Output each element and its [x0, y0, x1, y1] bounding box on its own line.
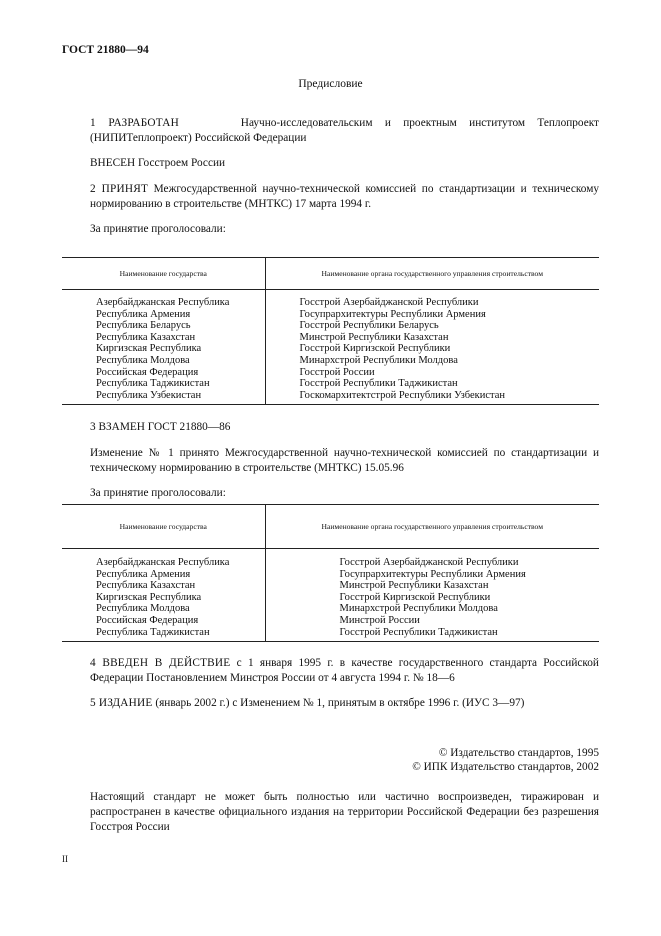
table-2-body: Госстрой Киргизской Республики [339, 591, 491, 603]
table-1 [62, 257, 599, 405]
reproduction-notice-text: Настоящий стандарт не может быть полностью или частично воспроизведен, тиражирован и распространен в качестве официального издания на территории Российской Федерации без разрешения Госстроя России [90, 791, 599, 833]
table-1-state: Республика Беларусь [96, 320, 191, 332]
table-1-state: Азербайджанская Республика [96, 297, 230, 308]
section-4-text: с 1 января 1995 г. в качестве государственного стандарта Российской Федерации Постановлением Минстроя России от 4 августа 1994 г. № 18—6 [90, 657, 599, 684]
table-2-body: Госстрой Республики Таджикистан [339, 626, 498, 638]
table-1-state: Республика Казахстан [96, 331, 196, 343]
table-2-state: Республика Таджикистан [96, 626, 210, 638]
section-4 [62, 656, 599, 686]
table-1-body: Госстрой Азербайджанской Республики [299, 297, 479, 308]
table-2-state: Киргизская Республика [96, 591, 202, 603]
section-1 [62, 116, 599, 146]
table-2-header-body: Наименование органа государственного управления строительством [265, 505, 599, 549]
section-5-lead: 5 ИЗДАНИЕ [90, 697, 153, 709]
page-number: II [62, 854, 68, 864]
copyright-line: © ИПК Издательство стандартов, 2002 [412, 761, 599, 773]
table-1-body: Госстрой Киргизской Республики [299, 343, 451, 355]
vote-label-2-text: За принятие проголосовали: [90, 487, 226, 499]
vote-label-1-text: За принятие проголосовали: [90, 223, 226, 235]
reproduction-notice [62, 790, 599, 835]
section-4-lead: 4 ВВЕДЕН В ДЕЙСТВИЕ [90, 657, 231, 669]
table-1-state: Российская Федерация [96, 366, 199, 378]
table-2-header-state: Наименование государства [62, 505, 265, 549]
table-2-body: Госупрархитектуры Республики Армения [339, 568, 526, 580]
table-1-bodies [265, 290, 599, 405]
table-2-state: Республика Казахстан [96, 580, 196, 592]
section-5-text: (январь 2002 г.) с Изменением № 1, принятым в октябре 1996 г. (ИУС 3—97) [155, 697, 525, 709]
section-3 [62, 420, 599, 435]
amendment [62, 446, 599, 476]
section-1-lead: 1 РАЗРАБОТАН [90, 117, 179, 129]
table-2-body: Минстрой России [339, 614, 420, 626]
section-5 [62, 696, 599, 711]
table-2-body: Госстрой Азербайджанской Республики [339, 557, 519, 568]
table-2-body: Минстрой Республики Казахстан [339, 580, 489, 592]
table-2-state: Республика Молдова [96, 603, 190, 615]
table-1-body: Госстрой Республики Беларусь [299, 320, 439, 332]
copyright-block [412, 746, 599, 774]
table-2-bodies [265, 549, 599, 642]
table-1-body: Минстрой Республики Казахстан [299, 331, 449, 343]
table-1-state: Республика Армения [96, 308, 191, 320]
table-2-state: Азербайджанская Республика [96, 557, 230, 568]
table-1-state: Республика Молдова [96, 354, 190, 366]
document-code: ГОСТ 21880—94 [62, 44, 149, 56]
table-1-states [62, 290, 265, 405]
table-2 [62, 504, 599, 642]
table-1-header-state: Наименование государства [62, 258, 265, 290]
table-1-body: Госстрой России [299, 366, 375, 378]
section-1b-text: ВНЕСЕН Госстроем России [90, 157, 226, 169]
table-2-body: Минархстрой Республики Молдова [339, 603, 498, 615]
vote-label-1 [62, 222, 599, 237]
section-3-text: 3 ВЗАМЕН ГОСТ 21880—86 [90, 421, 231, 433]
section-2-text: Межгосударственной научно-технической комиссией по стандартизации и техническому нормированию в строительстве (МНТКС) 17 марта 1994 г. [90, 183, 599, 210]
table-2-state: Республика Армения [96, 568, 191, 580]
vote-label-2 [62, 486, 599, 501]
section-1b [62, 156, 599, 171]
table-1-body: Госстрой Республики Таджикистан [299, 378, 458, 390]
section-1-text: Научно-исследовательским и проектным институтом Теплопроект (НИПИТеплопроект) Российской Федерации [90, 117, 599, 144]
table-2-state: Российская Федерация [96, 614, 199, 626]
table-1-body: Минархстрой Республики Молдова [299, 354, 458, 366]
table-1-header-body: Наименование органа государственного управления строительством [265, 258, 599, 290]
table-2-states [62, 549, 265, 642]
amendment-text: Изменение № 1 принято Межгосударственной научно-технической комиссией по стандартизации и техническому нормированию в строительстве (МНТКС) 15.05.96 [90, 447, 599, 474]
table-1-state: Республика Узбекистан [96, 389, 202, 401]
section-2-lead: 2 ПРИНЯТ [90, 183, 149, 195]
table-1-body: Госкомархитектстрой Республики Узбекистан [299, 389, 506, 401]
page-title: Предисловие [298, 78, 363, 90]
copyright-line: © Издательство стандартов, 1995 [438, 747, 599, 759]
section-2 [62, 182, 599, 212]
table-1-body: Госупрархитектуры Республики Армения [299, 308, 486, 320]
table-1-state: Киргизская Республика [96, 343, 202, 355]
table-1-state: Республика Таджикистан [96, 378, 210, 390]
